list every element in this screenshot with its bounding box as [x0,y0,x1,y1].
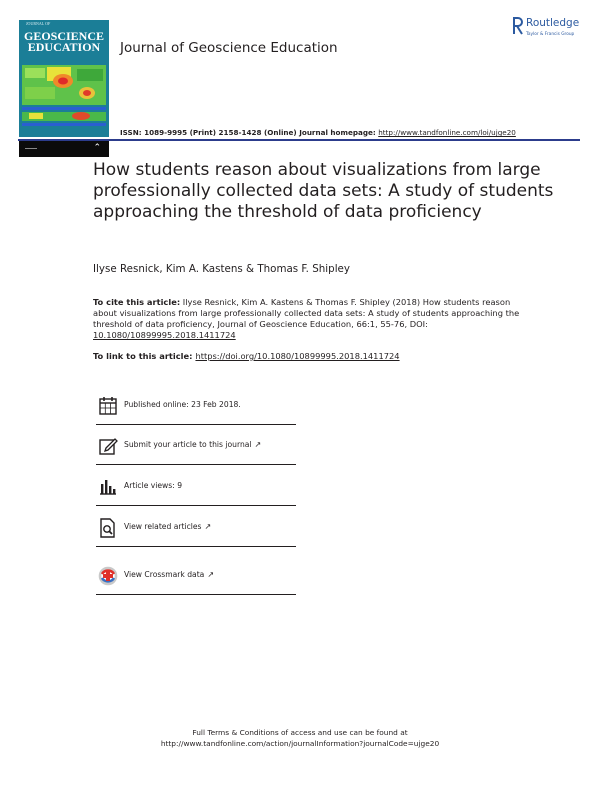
footer [0,727,600,749]
header-rule [18,139,580,141]
citation [93,297,533,341]
citation-text: Ilyse Resnick, Kim A. Kastens & Thomas F. Shipley (2018) How students reason about visualizations from large professionally collected data sets: A study of students approaching the threshold of data proficiency, Journal of Geoscience Education, 66:1, 55-76, DOI: [93,297,520,329]
related-articles-link[interactable]: View related articles [124,522,202,531]
item-divider [96,594,296,595]
item-divider [96,505,296,506]
cover-top-text: JOURNAL OF [26,21,51,26]
journal-cover [19,20,109,153]
bar-chart-icon [98,477,118,497]
article-views-label: Article views: 9 [124,481,183,490]
journal-homepage-link[interactable]: http://www.tandfonline.com/loi/ujge20 [378,128,516,137]
publisher-name: Routledge [526,17,580,29]
item-divider [96,546,296,547]
issn-text: ISSN: 1089-9995 (Print) 2158-1428 (Online) Journal homepage: [120,128,379,137]
submit-article-link[interactable]: Submit your article to this journal [124,440,252,449]
cover-heatmap-art [19,63,109,129]
article-title: How students reason about visualizations from large professionally collected data sets: A study of students approaching the threshold of data proficiency [93,160,554,222]
article-doi-link[interactable]: https://doi.org/10.1080/10899995.2018.1411724 [195,351,400,361]
edit-icon [98,436,118,456]
cover-title-line2: EDUCATION [27,40,101,54]
cover-title [19,31,109,53]
publisher-logo [512,16,588,42]
external-link-icon: ↗ [207,570,215,579]
related-articles-item[interactable] [96,507,296,547]
article-views-item [96,466,296,506]
crossmark-icon [98,566,118,586]
article-authors: Ilyse Resnick, Kim A. Kastens & Thomas F. Shipley [93,263,350,275]
external-link-icon: ↗ [254,440,262,449]
search-document-icon [98,518,118,538]
crossmark-item[interactable] [96,555,296,595]
publisher-tagline: Taylor & Francis Group [526,32,575,37]
published-online-label: Published online: 23 Feb 2018. [124,400,241,409]
published-online-item [96,385,296,425]
footer-terms-text: Full Terms & Conditions of access and use can be found at [192,728,408,737]
citation-doi-link[interactable]: 10.1080/10899995.2018.1411724 [93,329,236,340]
issn-line [120,128,516,137]
cover-title-line1: GEOSCIENCE [23,29,105,43]
cover-bottom-bar [19,141,109,157]
calendar-icon [98,396,118,416]
crossmark-link[interactable]: View Crossmark data [124,570,205,579]
submit-article-item[interactable] [96,425,296,465]
chevron-up-icon: ⌃ [93,143,101,153]
footer-terms-link[interactable]: http://www.tandfonline.com/action/journalInformation?journalCode=ujge20 [160,739,440,748]
citation-label: To cite this article: [93,297,181,307]
journal-name[interactable]: Journal of Geoscience Education [120,40,338,56]
routledge-r-icon [512,17,523,35]
external-link-icon: ↗ [204,522,212,531]
article-link-line [93,351,400,361]
item-divider [96,464,296,465]
link-label: To link to this article: [93,351,193,361]
